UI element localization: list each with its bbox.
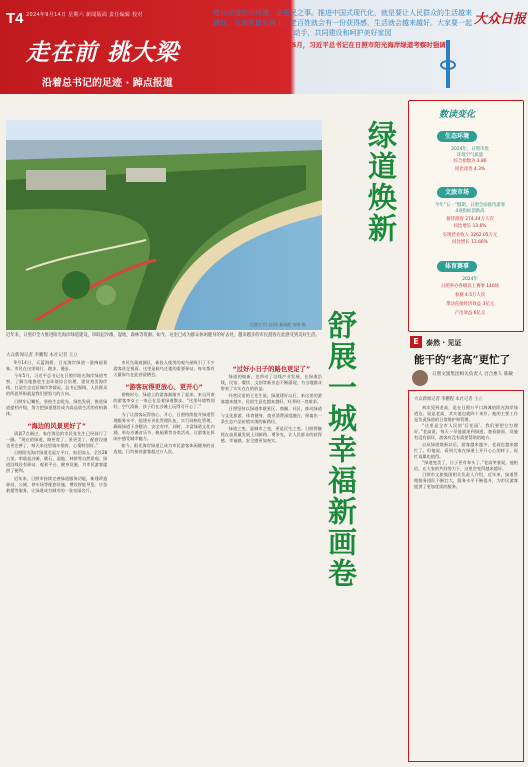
- paragraph: 如今，阳光海岸绿道已成为市民游客休闲健身的首选地，日均接待游客超过万人次。: [113, 443, 215, 455]
- sidebar-line: 4项指标创新高: [455, 209, 485, 214]
- column-author: 日照文旅集团相关负责人 百合惠人 陈敏: [432, 372, 514, 377]
- sidebar-line: 同比增长 13.6%: [453, 224, 487, 229]
- paragraph: 日照牢记嘱托，坚持生态优先、绿色发展，推进绿道提档升级，努力把绿道建设成为高品质生活的有机载体。: [6, 398, 108, 416]
- article-subhead: “过好小日子的路也更足了”: [232, 366, 311, 373]
- column-text: [414, 405, 518, 490]
- column-tag-icon: E: [410, 336, 422, 348]
- sidebar-line: 环境空气质量: [456, 153, 484, 158]
- paragraph: 绿道之变，是城市之变，更是民生之变。日照将继续在高质量发展上闯新路、勇争先，让人民群众的获得感、幸福感、安全感更加充实。: [220, 425, 322, 443]
- coastline-aerial-image: [6, 120, 322, 330]
- tower-ball-illustration: [440, 60, 456, 70]
- sidebar-line: 同比增长 13.66%: [452, 240, 488, 245]
- sidebar-line: 实现营业收入 3262.05万元: [442, 233, 498, 238]
- sidebar-category-ecology: 生态环境: [437, 131, 477, 142]
- article-column-2: [113, 360, 214, 760]
- article-column-3: [221, 360, 322, 760]
- paragraph: 今年5月，习近平总书记在日照市阳光海岸绿道考察，了解当地推进生态环境综合治理、建设秀美海岸线、打造生态宜居城市等情况。总书记强调，人民群众的所思所盼就是我们要努力的方向。: [6, 373, 108, 397]
- paper-logo: 大众日报: [474, 12, 527, 27]
- main-headline: [326, 120, 404, 760]
- column-byline: 大众新闻记者 李鹏程 本社记者 王立: [414, 397, 483, 402]
- sidebar-line: 日照举办各级以上赛事 140场: [440, 284, 500, 289]
- sidebar-line: 综合指数为 3.80: [453, 159, 487, 164]
- sidebar-title: 数读变化: [439, 110, 476, 120]
- headline-line-2: 舒展一城幸福新画卷: [324, 310, 358, 589]
- column-headline: 能干的“老高”更忙了: [414, 354, 511, 366]
- sidebar-line: 2024年，日照市优: [451, 147, 489, 152]
- sidebar-line: 产出效益 6亿元: [454, 311, 486, 316]
- page-meta: 2024年9月14日 星期六 新闻版面 责任编辑 校对: [26, 12, 143, 18]
- sidebar-line: 同比改善 4.3%: [454, 167, 486, 172]
- data-sidebar: [408, 100, 524, 332]
- column-label: 泰然 · 见证: [426, 339, 462, 347]
- paragraph: 初次见到老高，是在日照万平口海滩的阳光海岸绿道边。说是老高，其实他也就四十来岁。他的主要工作是负责绿道的日常维护和管理。: [414, 405, 518, 423]
- headline-line-1: 绿道焕新: [364, 120, 398, 244]
- hero-photo: [6, 120, 322, 330]
- sidebar-category-sports: 体育赛事: [437, 261, 477, 272]
- sidebar-category-tourism: 文旅市场: [437, 187, 477, 198]
- paragraph: 近年来，日照市持续完善绿道服务功能，新建改造驿站、公厕、停车场等配套设施，增设智能导览、应急救援等服务，让绿道成为城市的一张亮丽名片。: [6, 475, 108, 493]
- paragraph: 日照阳光海岸绿道北起万平口，南至岚山，全长28公里，串联起沙滩、礁石、湿地、林带等自然景观。绿道沿线设有驿站、观景平台、健身设施，为市民游客提供了便利。: [6, 450, 108, 474]
- paragraph: 绿道的焕新，也带动了沿线产业发展。在绿道沿线，民宿、餐饮、文创等新业态不断涌现，为当地群众带来了实实在在的收益。: [220, 374, 322, 392]
- paragraph: 9月14日，天蓝海碧，日光海岸绿道一派绚丽景象。市民在这里骑行、跑步、漫步。: [6, 360, 108, 372]
- article-body: [6, 360, 322, 760]
- page-number: T4: [6, 10, 24, 27]
- paragraph: 经营民宿的王先生说，绿道建好以后，来这里的游客越来越多，民宿生意也越来越好，旺季时一房难求。: [220, 393, 322, 405]
- paragraph: 自从绿道焕新以后，游客越来越多，老高也越来越忙了。但他说，看到大家在绿道上开开心心的样子，再忙再累也值得。: [414, 441, 518, 459]
- sidebar-line: 接待游客 274.44万人次: [446, 217, 494, 222]
- paragraph: 日照坚持以绿道串联景区、商圈、社区，推动绿道与文化旅游、体育健身、商业消费深度融合，探索出一条生态产品价值实现的新路径。: [220, 406, 322, 424]
- sidebar-line: 2024年: [462, 277, 478, 282]
- quote-source: ——2024年5月，习近平总书记在日照市阳光海岸绿道考察时强调: [254, 41, 446, 49]
- paragraph: 日照市文旅集团相关负责人介绍，近年来，绿道管理服务团队不断壮大，服务水平不断提升，为市民游客提供了更加优质的服务。: [414, 472, 518, 490]
- paragraph: 清晨7点刚过，家住海边的市民张先生已经骑行了一圈。“现在的绿道，路更宽了，景更美了，配套设施也更完善了，每天来这里骑车锻炼，心情特别好。”: [6, 430, 108, 449]
- leader-quote: 建设绿道应尽所需，是惠民之事。推进中国式现代化，就是要让人民群众的生活越来越好。在高质量发展上，老百姓就会有一份获得感，生活就会越来越好。大家要一起动手，共同建设和呵护美好家园: [213, 9, 472, 37]
- photo-credit: 日照万平口沿线 新闻配 何刚 摄: [250, 322, 306, 327]
- paragraph: 傍晚时分，绿道上的游客渐渐多了起来。来自河南的游客李女士一家正在沿着绿道散步。“这里环境特别好，空气清新，孩子们在沙滩上玩得可开心了。”: [113, 392, 215, 410]
- article-byline: 大众新闻记者 李鹏程 本社记者 王立: [6, 353, 78, 358]
- sidebar-line: 带动直接经济效益 3亿元: [445, 302, 495, 307]
- sidebar-line: 今年“五一”假期，日照全面接待游客: [434, 203, 506, 208]
- article-column-1: [6, 360, 107, 760]
- article-subhead: “游客玩得更放心、更开心”: [125, 384, 203, 392]
- column-body: [408, 390, 524, 762]
- paragraph: 为了让游客玩得放心、开心，日照持续提升绿道管理服务水平，组建专业化管理队伍，实行网格化管理，确保绿道干净整洁、安全有序。同时，丰富绿道文化内涵，举办沙滩音乐节、帆船赛等各类活动，让游客在休闲中感受城市魅力。: [113, 411, 215, 441]
- article-subhead: “海边的风景更好了”: [27, 422, 86, 430]
- paragraph: “绿道变美了，日子更有奔头了。”老高笑着说，他相信，在大家的共同努力下，这里会变得越来越好。: [414, 459, 518, 471]
- author-avatar: [412, 370, 428, 386]
- photo-caption: 近年来，日照市全力推进阳光海岸绿道建设，串联起沙滩、湿地、森林等资源。如今，这里已成为群众休闲健身的好去处，越来越多的市民游客在此感受到美好生活。: [6, 333, 320, 338]
- paragraph: 市民鸟巢观测区，新投入使用的观鸟屋吸引了不少游客驻足观看。这里是候鸟迁徙的重要驿站，每年都有大量候鸟在此停留栖息。: [113, 360, 215, 378]
- section-subkicker: 沿着总书记的足迹 · 踔点报道: [42, 78, 173, 89]
- sidebar-line: 参赛 4.5万人次: [454, 293, 486, 298]
- section-kicker: 走在前 挑大梁: [26, 39, 180, 66]
- paragraph: “这里是全市人民的‘后花园’，我们要把它打理好。”老高说，每天一早他就来到绿道，查看路面、设施有没有损坏，游客有没有需要帮助的地方。: [414, 423, 518, 441]
